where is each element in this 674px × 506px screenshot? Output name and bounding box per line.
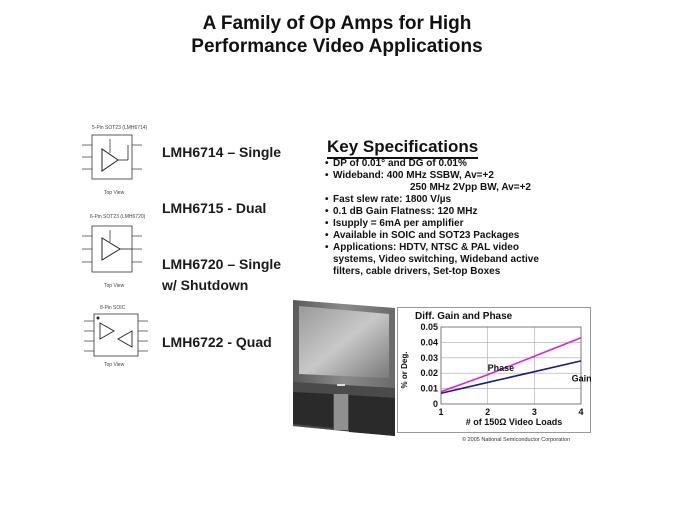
chart-x-tick-3: 4 xyxy=(578,407,584,417)
copyright-notice: © 2005 National Semiconductor Corporation xyxy=(462,437,571,443)
chart-x-tick-2: 3 xyxy=(531,407,537,417)
diff-gain-phase-chart xyxy=(397,307,591,433)
part-lmh6715: LMH6715 - Dual xyxy=(162,200,267,216)
package-caption-1: 5-Pin SOT23 (LMH6714) xyxy=(92,125,148,131)
projection-tv-image xyxy=(291,296,399,438)
chart-x-axis-label: # of 150Ω Video Loads xyxy=(465,417,563,427)
chart-y-tick-4: 0.04 xyxy=(420,337,438,348)
spec-item-packages: • Available in SOIC and SOT23 Packages xyxy=(325,230,670,242)
spec-item-isupply: • Isupply = 6mA per amplifier xyxy=(325,218,670,230)
chart-x-tick-0: 1 xyxy=(438,407,444,417)
part-lmh6720-shutdown: w/ Shutdown xyxy=(162,277,249,293)
package-view-2: Top View xyxy=(104,283,125,289)
package-view-3: Top View xyxy=(104,362,125,368)
part-lmh6722: LMH6722 - Quad xyxy=(162,334,272,350)
spec-item-slew-rate: • Fast slew rate: 1800 V/µs xyxy=(325,194,670,206)
chart-y-axis-label: % or Deg. xyxy=(400,351,409,389)
spec-item-applications-cont: systems, Video switching, Wideband active xyxy=(333,254,539,265)
spec-item-wideband-cont: 250 MHz 2Vpp BW, Av=+2 xyxy=(410,182,531,193)
chart-series-gain-label: Gain xyxy=(571,373,591,384)
chart-series-phase-label: Phase xyxy=(487,362,515,373)
chart-y-tick-3: 0.03 xyxy=(420,352,438,363)
sot23-6-pin-diagram xyxy=(76,220,152,280)
chart-y-tick-5: 0.05 xyxy=(420,322,438,332)
chart-svg xyxy=(397,307,591,433)
part-lmh6714: LMH6714 – Single xyxy=(162,144,282,160)
sot23-5-pin-diagram xyxy=(76,131,152,189)
package-caption-2: 6-Pin SOT23 (LMH6720) xyxy=(90,214,146,220)
slide-title-line1: A Family of Op Amps for High xyxy=(202,13,472,34)
chart-y-tick-1: 0.01 xyxy=(420,383,438,394)
spec-item-wideband: • Wideband: 400 MHz SSBW, Av=+2 xyxy=(325,170,670,182)
part-lmh6720: LMH6720 – Single xyxy=(162,256,282,272)
slide-title xyxy=(0,12,674,58)
spec-item-applications: • Applications: HDTV, NTSC & PAL video xyxy=(325,242,670,254)
chart-y-tick-2: 0.02 xyxy=(420,368,438,379)
spec-item-dp-dg: • DP of 0.01° and DG of 0.01% xyxy=(325,158,670,170)
chart-x-tick-1: 2 xyxy=(485,407,491,417)
soic-8-pin-diagram xyxy=(82,311,154,361)
package-caption-3: 8-Pin SOIC xyxy=(100,305,126,311)
package-view-1: Top View xyxy=(104,190,125,196)
spec-item-gain-flatness: • 0.1 dB Gain Flatness: 120 MHz xyxy=(325,206,670,218)
slide-title-line2: Performance Video Applications xyxy=(191,36,483,57)
chart-y-tick-0: 0 xyxy=(432,399,438,409)
key-specifications-heading: Key Specifications xyxy=(327,137,478,159)
chart-title: Diff. Gain and Phase xyxy=(415,311,513,322)
key-specifications-list xyxy=(325,158,670,278)
spec-item-applications-cont2: filters, cable drivers, Set-top Boxes xyxy=(333,266,501,277)
